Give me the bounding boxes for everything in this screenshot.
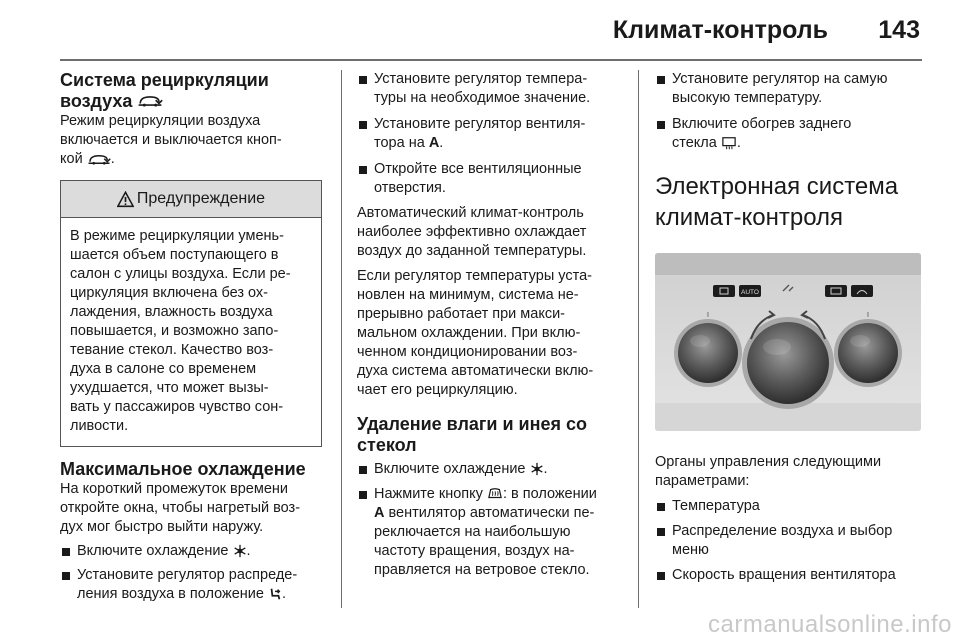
warning-header: [61, 181, 321, 218]
paragraph: Органы управления следующими параметрами:: [655, 454, 882, 489]
header-divider: [60, 59, 922, 61]
list-item: Установите регулятор вентиля- тора на A.: [357, 115, 623, 153]
list-item: Температура: [655, 497, 921, 516]
recirculation-icon: [137, 94, 163, 108]
rear-window-heating-icon: [721, 136, 737, 150]
paragraph: Автоматический климат-контроль наиболее эффективно охлаждает воздух до заданной температуры.: [357, 205, 587, 259]
list-item: Скорость вращения вентилятора: [655, 566, 921, 585]
page-title: Климат-контроль: [612, 16, 828, 44]
warning-box: [60, 180, 322, 447]
column-divider: [341, 70, 342, 608]
snowflake-icon: [530, 462, 544, 476]
list-item: Распределение воздуха и выбор меню: [655, 522, 921, 560]
section-title-electronic-climate: Электронная система климат-контроля: [655, 173, 899, 231]
climate-panel-photo: [655, 253, 921, 431]
list-item: Установите регулятор на самую высокую температуру.: [655, 70, 921, 108]
warning-triangle-icon: [117, 191, 134, 208]
recirculation-text: Режим рециркуляции воздуха включается и выключается кноп- кой .: [60, 113, 282, 167]
snowflake-icon: [233, 544, 247, 558]
warning-text: В режиме рециркуляции умень- шается объем поступающего в салон с улицы воздуха. Если ре- циркуляция включена без ох- лаждения, влажность воздуха повышается, и возможно запо- тевание стекол. Качество воз- духа в салоне со временем ухудшается, что может вызы- вать у пассажиров чувство сон- ливости.: [70, 228, 291, 434]
dial-mark: I: [707, 312, 709, 319]
column-left: [60, 70, 322, 604]
list-item: Откройте все вентиляционные отверстия.: [357, 160, 623, 198]
windshield-defrost-icon: [487, 487, 503, 501]
page-number: 143: [878, 16, 920, 44]
dial-mark: I: [867, 312, 869, 319]
air-distribution-icon: [268, 587, 282, 601]
paragraph: Если регулятор температуры уста- новлен на минимум, система не- прерывно работает при макси- мальном охлаждении. При вклю- ченном кондиционировании воз- духа система автоматически вклю- чает его рециркуляцию.: [357, 268, 594, 398]
watermark: carmanualsonline.info: [708, 611, 952, 638]
column-right: [655, 70, 921, 585]
section-title-max-cooling: Максимальное охлаждение: [60, 459, 306, 479]
list-item: Установите регулятор темпера- туры на необходимое значение.: [357, 70, 623, 108]
list-item: Нажмите кнопку : в положении A вентилятор автоматически пе- реключается на наибольшую частоту вращения, воздух на- правляется на ветровое стекло.: [357, 485, 623, 580]
page-header: [0, 0, 960, 60]
recirculation-icon: [87, 153, 111, 166]
section-title-recirculation: Система рециркуляции воздуха: [60, 70, 269, 111]
column-middle: [357, 70, 623, 580]
list-item: Установите регулятор распреде- ления воздуха в положение .: [60, 566, 322, 604]
auto-button-label: AUTO: [741, 289, 759, 296]
list-item: Включите охлаждение .: [357, 460, 623, 479]
column-divider: [638, 70, 639, 608]
list-item: Включите обогрев заднего стекла .: [655, 115, 921, 153]
max-cooling-text: На короткий промежуток времени откройте окна, чтобы нагретый воз- дух мог быстро выйти наружу.: [60, 481, 301, 535]
warning-title: Предупреждение: [136, 190, 266, 207]
list-item: Включите охлаждение .: [60, 542, 322, 561]
section-title-defrost: Удаление влаги и инея со стекол: [357, 414, 588, 455]
climate-panel-illustration: [655, 253, 921, 431]
